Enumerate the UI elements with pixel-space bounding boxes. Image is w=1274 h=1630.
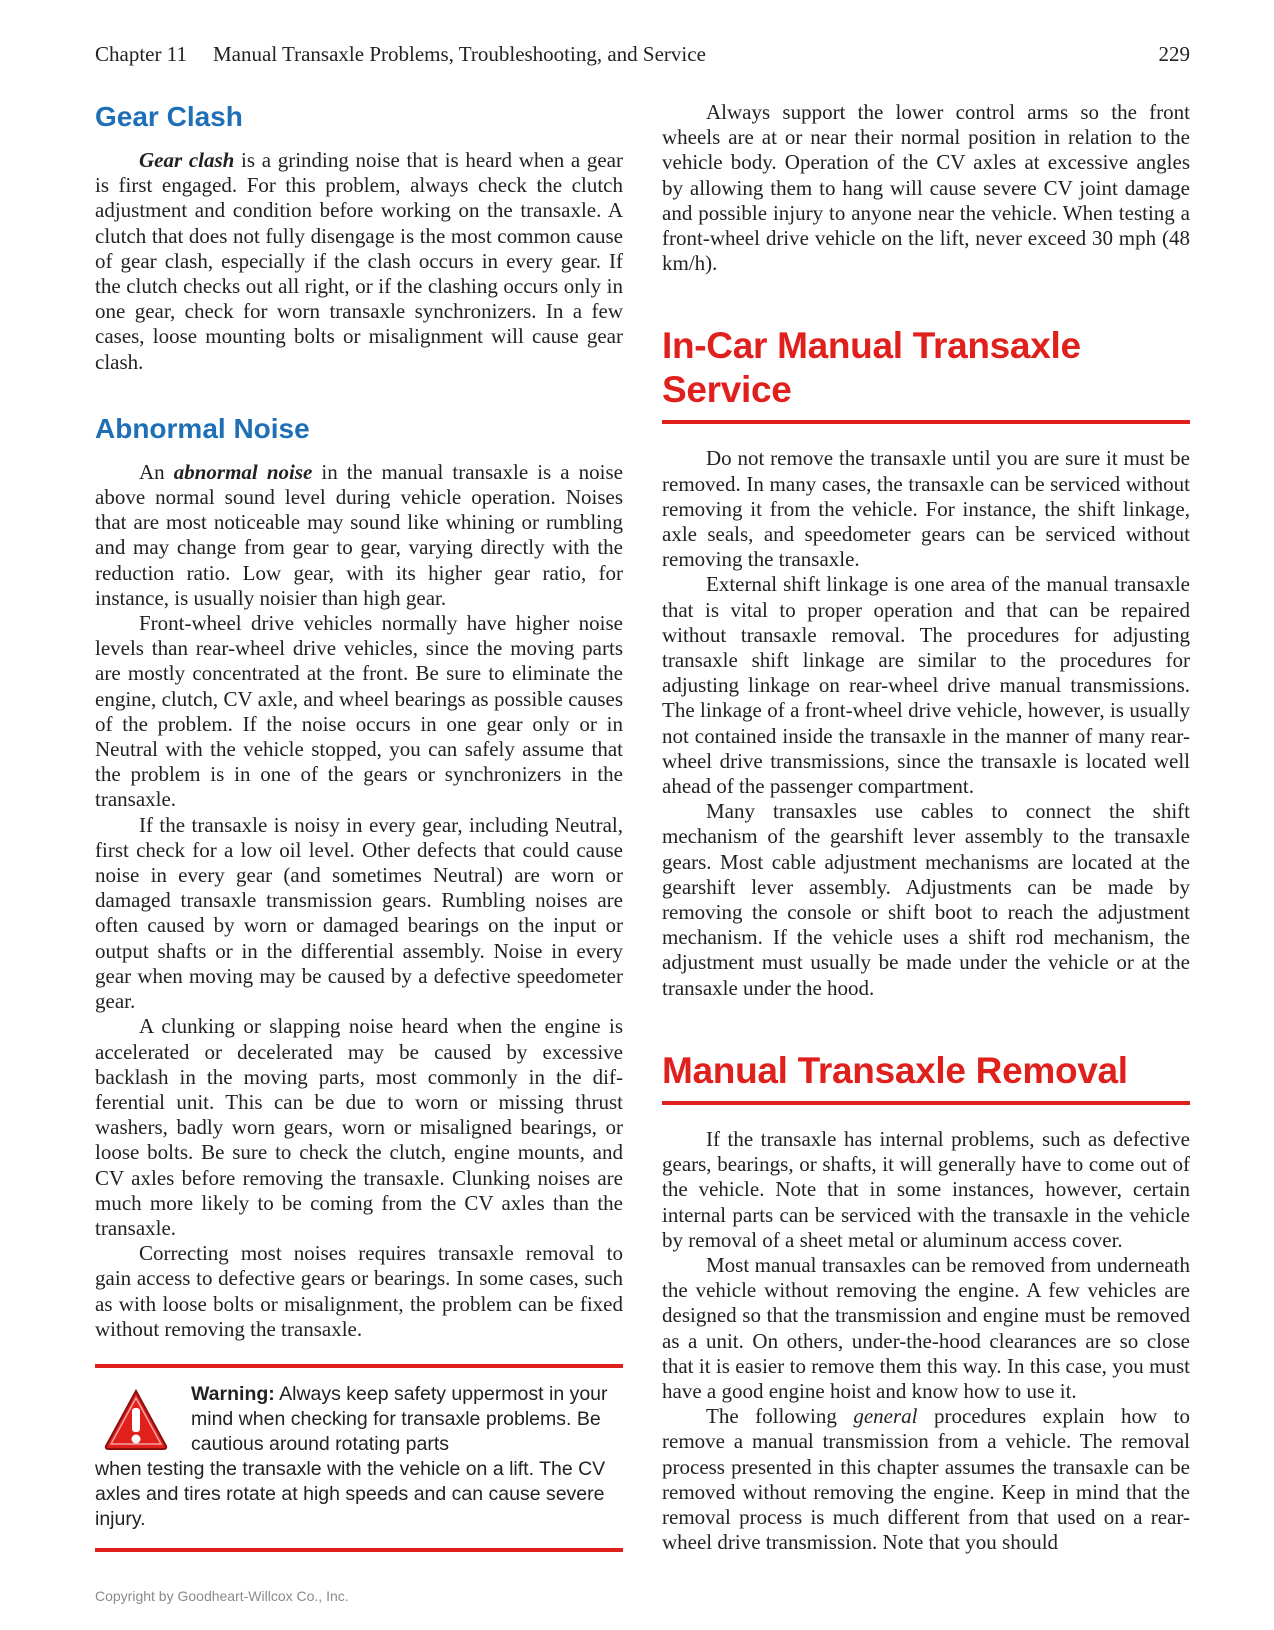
copyright-footer: Copyright by Goodheart-Willcox Co., Inc.: [95, 1588, 349, 1604]
right-column: [662, 100, 1190, 1555]
abnormal-noise-paragraph-2: Front-wheel drive vehicles normally have higher noise levels than rear-wheel drive vehicles, since the moving parts are mostly concentrated at the front. Be sure to eliminate the engine, clutch, CV axle, and wheel bearings as possible causes of the problem. If the noise occurs in one gear only or in Neutral with the vehicle stopped, you can safely assume that the problem is in one of the gears or synchronizers in the transaxle.: [95, 611, 623, 812]
heading-abnormal-noise: Abnormal Noise: [95, 412, 310, 444]
in-car-paragraph-1: Do not remove the transaxle until you are sure it must be removed. In many cases, the transaxle can be serviced without removing it from the vehicle. For instance, the shift linkage, axle seals, and speedometer gears can be serviced without removing the transaxle.: [662, 446, 1190, 572]
warning-triangle-icon: [103, 1388, 169, 1452]
page-number: 229: [1158, 42, 1190, 66]
emphasis-general: general: [853, 1404, 918, 1429]
removal-paragraph-1: If the transaxle has internal problems, such as defective gears, bearings, or shafts, it will generally have to come out of the vehicle. Note that in some instances, however, certain internal parts can be serviced with the transaxle in the vehicle by removal of a sheet metal or aluminum access cover.: [662, 1126, 1190, 1252]
term-gear-clash: Gear clash: [139, 148, 235, 172]
abnormal-noise-paragraph-3: If the transaxle is noisy in every gear, including Neutral, first check for a low oil level. Other defects that could cause noise in every gear (and sometimes Neutral) are worn or damaged transaxle transmission gears. Rumbling noises are often caused by worn or damaged bearings on the input or output shafts or in the differential assembly. Noise in every gear when moving may be caused by a defective speedometer gear.: [95, 812, 623, 1014]
heading-in-car-service: In-Car Manual Transaxle Service: [662, 324, 1190, 424]
heading-gear-clash: Gear Clash: [95, 101, 243, 132]
lift-support-paragraph: Always support the lower control arms so the front wheels are at or near their normal position in relation to the vehicle body. Operation of the CV axles at excessive angles by allowing them to hang will cause severe CV joint damage and possible injury to anyone near the vehicle. When testing a front-wheel drive vehicle on the lift, never exceed 30 mph (48 km/h).: [662, 100, 1190, 276]
warning-box: [95, 1364, 623, 1552]
gear-clash-paragraph: Gear clash is a grinding noise that is heard when a gear is first engaged. For this problem, always check the clutch adjustment and condition before working on the transaxle. A clutch that does not fully disengage is the most common cause of gear clash, especially if the clash occurs in every gear. If the clutch checks out all right, or if the clashing occurs only in one gear, check for worn transaxle synchronizers. In a few cases, loose mounting bolts or misalignment will cause gear clash.: [95, 148, 623, 374]
abnormal-noise-paragraph-1: An abnormal noise in the manual transaxle is a noise above normal sound level during vehicle operation. Noises that are most noticeable may sound like whining or rumbling and may change from gear to gear, varying directly with the reduction ratio. Low gear, with its higher gear ratio, for instance, is usually noisier than high gear.: [95, 459, 623, 610]
warning-text: Warning: Always keep safety uppermost in your mind when checking for transaxle problems. Be cautious around rotating parts when testing the transaxle with the vehicle on a lift. The CV axles and tires rotate at high speeds and can cause severe injury.: [95, 1382, 608, 1530]
abnormal-noise-paragraph-4: A clunking or slapping noise heard when the engine is accelerated or decelerated may be caused by excessive backlash in the moving parts, most commonly in the differential unit. This can be due to worn or missing thrust washers, badly worn gears, worn or misaligned bearings, or loose bolts. Be sure to check the clutch, engine mounts, and CV axles before removing the transaxle. Clunking noises are much more likely to be coming from the CV axles than the transaxle.: [95, 1014, 623, 1240]
removal-paragraph-2: Most manual transaxles can be removed from underneath the vehicle without removing the engine. A few vehicles are designed so that the transmission and engine must be removed as a unit. On others, under-the-hood clearances are so close that it is easier to remove them this way. In this case, you must have a good engine hoist and know how to use it.: [662, 1252, 1190, 1403]
warning-label: Warning:: [191, 1382, 275, 1405]
term-abnormal-noise: abnormal noise: [173, 459, 313, 484]
in-car-paragraph-2: External shift linkage is one area of the manual transaxle that is vital to proper operation and that can be repaired without transaxle removal. The procedures for adjusting transaxle shift linkage are similar to the procedures for adjusting linkage on rear-wheel drive manual transmissions. The linkage of a front-wheel drive vehicle, however, is usually not contained inside the transaxle in the manner of many rear-wheel drive transmissions, since the transaxle is located well ahead of the passenger compartment.: [662, 572, 1190, 799]
in-car-paragraph-3: Many transaxles use cables to connect the shift mechanism of the gearshift lever assembly to the transaxle gears. Most cable adjustment mechanisms are located at the gearshift lever assembly. Adjustments can be made by removing the console or shift boot to reach the adjustment mechanism. If the vehicle uses a shift rod mechanism, the adjustment must usually be made under the vehicle or at the transaxle under the hood.: [662, 799, 1190, 1000]
chapter-number: Chapter 11: [95, 42, 187, 66]
heading-transaxle-removal: Manual Transaxle Removal: [662, 1049, 1190, 1105]
abnormal-noise-paragraph-5: Correcting most noises requires transaxle removal to gain access to defective gears or bearings. In some cases, such as with loose bolts or misalignment, the problem can be fixed without removing the transaxle.: [95, 1241, 623, 1341]
chapter-title: Manual Transaxle Problems, Troubleshooting, and Service: [213, 42, 706, 66]
left-column: [95, 100, 623, 1552]
running-header: [95, 42, 1190, 72]
removal-paragraph-3: The following general procedures explain how to remove a manual transmission from a vehicle. The removal process presented in this chapter assumes the transaxle can be removed without removing the engine. Keep in mind that the removal process is much different from that used on a rear-wheel drive transmission. Note that you should: [662, 1404, 1190, 1555]
